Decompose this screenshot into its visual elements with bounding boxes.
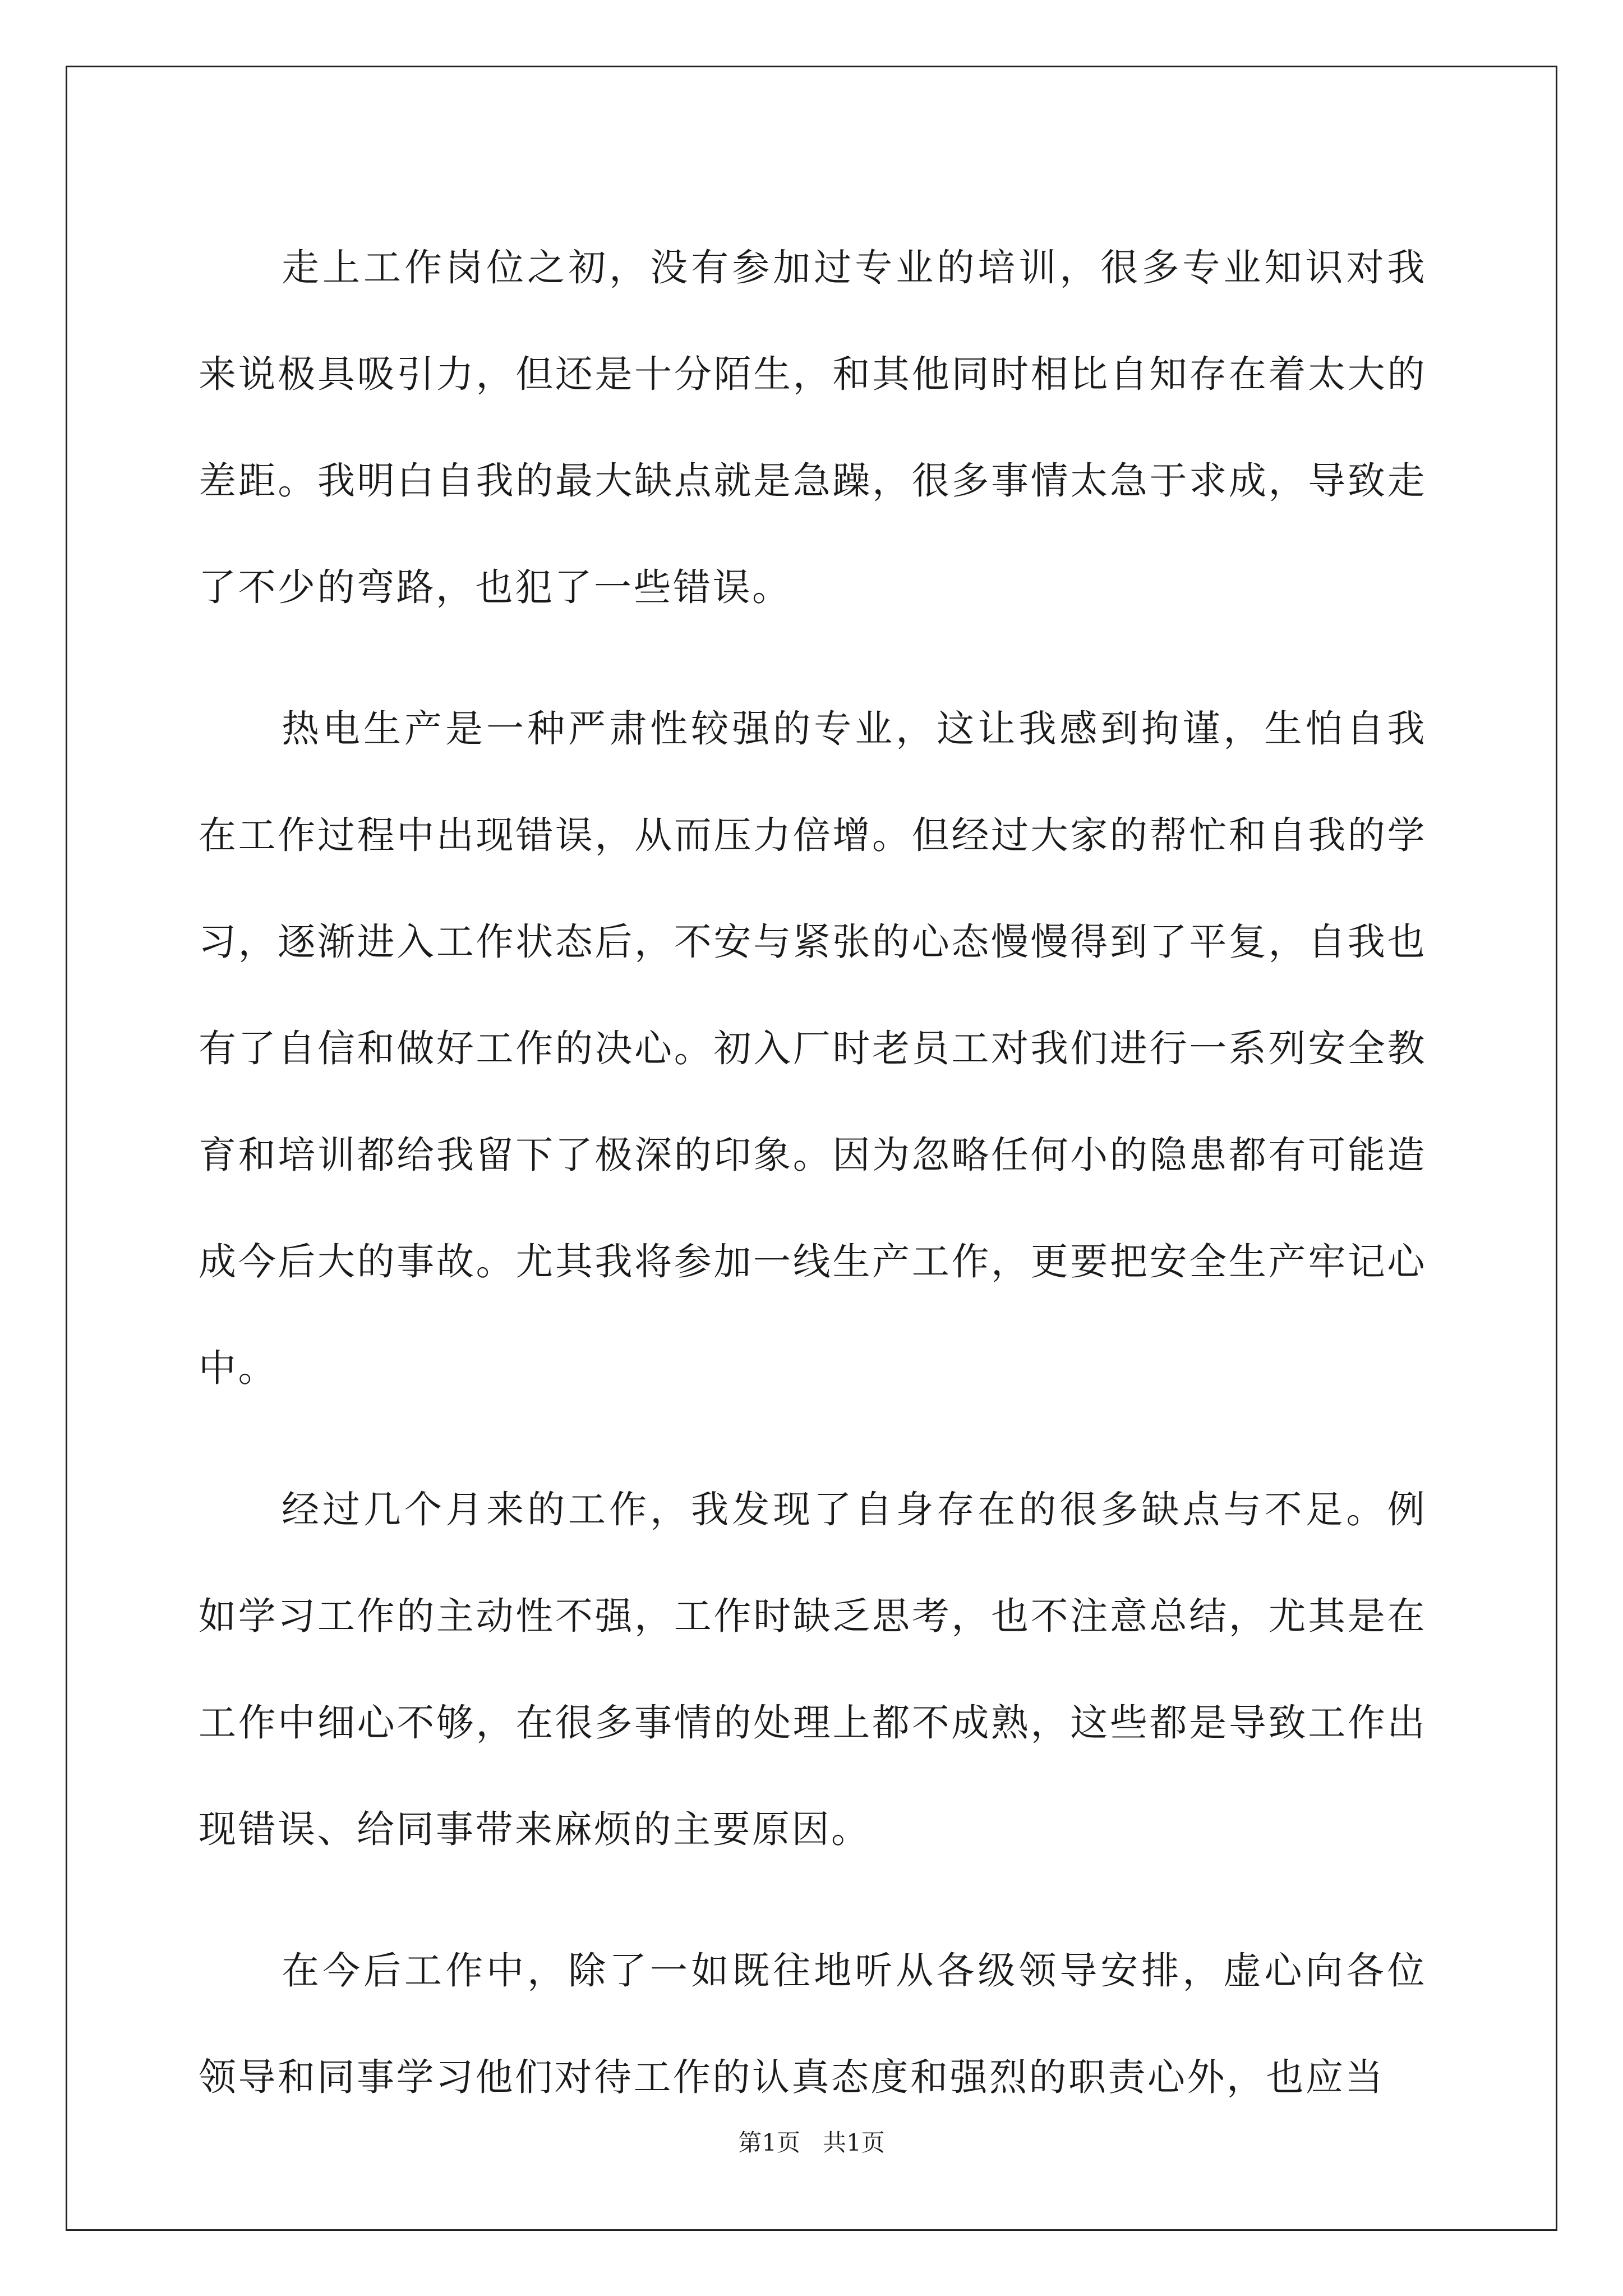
paragraph: 在今后工作中，除了一如既往地听从各级领导安排，虚心向各位领导和同事学习他们对待工作的认真态度和强烈的职责心外，也应当: [199, 1949, 1427, 2099]
paragraph: 走上工作岗位之初，没有参加过专业的培训，很多专业知识对我来说极具吸引力，但还是十分陌生，和其他同时相比自知存在着太大的差距。我明白自我的最大缺点就是急躁，很多事情太急于求成，导致走了不少的弯路，也犯了一些错误。: [199, 246, 1427, 609]
paragraph: 热电生产是一种严肃性较强的专业，这让我感到拘谨，生怕自我在工作过程中出现错误，从而压力倍增。但经过大家的帮忙和自我的学习，逐渐进入工作状态后，不安与紧张的心态慢慢得到了平复，自我也有了自信和做好工作的决心。初入厂时老员工对我们进行一系列安全教育和培训都给我留下了极深的印象。因为忽略任何小的隐患都有可能造成今后大的事故。尤其我将参加一线生产工作，更要把安全生产牢记心中。: [199, 707, 1427, 1390]
page-footer: 第1页 共1页: [738, 2129, 885, 2156]
document-body: [199, 214, 1427, 2131]
paragraph: 经过几个月来的工作，我发现了自身存在的很多缺点与不足。例如学习工作的主动性不强，工作时缺乏思考，也不注意总结，尤其是在工作中细心不够，在很多事情的处理上都不成熟，这些都是导致工作出现错误、给同事带来麻烦的主要原因。: [199, 1488, 1427, 1851]
